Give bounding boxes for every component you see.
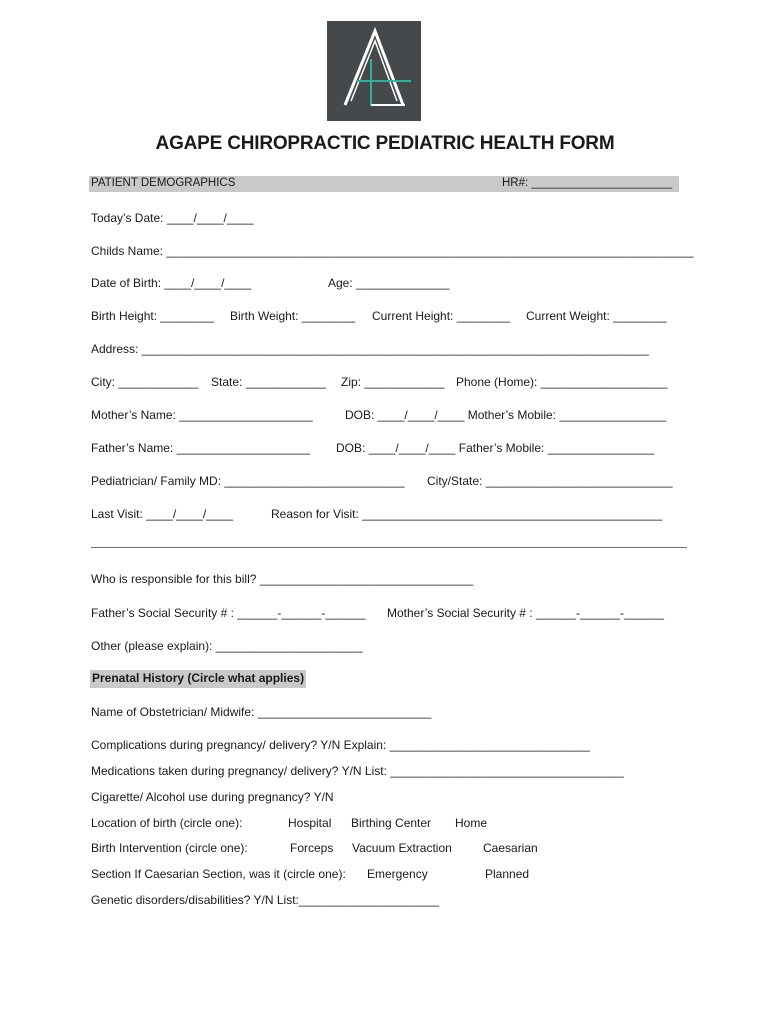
location-row [91,816,681,832]
medications-row [91,764,681,780]
birth-measurements-row [91,309,681,325]
birth-weight-field[interactable]: Birth Weight: ________ [230,309,356,323]
city-field[interactable]: City: ____________ [91,375,199,389]
mother-row [91,408,681,424]
responsible-party-field[interactable]: Who is responsible for this bill? ________________________________ [91,572,474,586]
father-dob-mobile-field[interactable]: DOB: ____/____/____ Father’s Mobile: ________________ [336,441,655,455]
hr-number-field[interactable]: HR#: ______________________ [502,177,673,189]
demographics-header-bar [89,176,679,192]
caesarian-option-emergency[interactable]: Emergency [367,867,428,881]
father-ssn-field[interactable]: Father’s Social Security # : ______-______-______ [91,606,366,620]
location-label: Location of birth (circle one): [91,816,243,830]
responsible-row [91,572,681,588]
prenatal-header: Prenatal History (Circle what applies) [90,670,306,688]
genetic-row [91,893,681,909]
complications-field[interactable]: Complications during pregnancy/ delivery? Y/N Explain: ______________________________ [91,738,590,752]
pediatrician-field[interactable]: Pediatrician/ Family MD: ___________________________ [91,474,405,488]
age-field[interactable]: Age: ______________ [328,276,450,290]
cigarette-alcohol-question[interactable]: Cigarette/ Alcohol use during pregnancy? Y/N [91,790,334,804]
intervention-row [91,841,681,857]
childs-name-row [91,244,694,260]
reason-for-visit-field[interactable]: Reason for Visit: _____________________________________________ [271,507,663,521]
caesarian-option-planned[interactable]: Planned [485,867,530,881]
father-row [91,441,681,457]
medications-field[interactable]: Medications taken during pregnancy/ delivery? Y/N List: ___________________________________ [91,764,624,778]
mothers-name-field[interactable]: Mother’s Name: ____________________ [91,408,313,422]
location-option-hospital[interactable]: Hospital [288,816,332,830]
demographics-header: PATIENT DEMOGRAPHICS [91,177,236,189]
phone-home-field[interactable]: Phone (Home): ___________________ [456,375,668,389]
obstetrician-field[interactable]: Name of Obstetrician/ Midwife: __________________________ [91,705,432,719]
intervention-option-caesarian[interactable]: Caesarian [483,841,538,855]
location-option-home[interactable]: Home [455,816,488,830]
last-visit-row [91,507,681,523]
mother-dob-mobile-field[interactable]: DOB: ____/____/____ Mother’s Mobile: ________________ [345,408,667,422]
section-divider [91,547,687,548]
date-of-birth-field[interactable]: Date of Birth: ____/____/____ [91,276,252,290]
intervention-option-forceps[interactable]: Forceps [290,841,334,855]
todays-date-field[interactable]: Today’s Date: ____/____/____ [91,211,254,225]
other-row [91,639,681,655]
state-field[interactable]: State: ____________ [211,375,326,389]
city-state-field[interactable]: City/State: ____________________________ [427,474,673,488]
pediatrician-row [91,474,681,490]
ssn-row [91,606,681,622]
intervention-label: Birth Intervention (circle one): [91,841,248,855]
current-height-field[interactable]: Current Height: ________ [372,309,511,323]
complications-row [91,738,681,754]
city-state-zip-row [91,375,681,391]
cigarette-row [91,790,681,806]
genetic-disorders-field[interactable]: Genetic disorders/disabilities? Y/N List:_____________________ [91,893,440,907]
last-visit-field[interactable]: Last Visit: ____/____/____ [91,507,233,521]
mother-ssn-field[interactable]: Mother’s Social Security # : ______-______-______ [387,606,665,620]
caesarian-row [91,867,681,883]
agape-a-logo-icon [327,21,421,121]
zip-field[interactable]: Zip: ____________ [341,375,445,389]
todays-date-row [91,211,681,227]
fathers-name-field[interactable]: Father’s Name: ____________________ [91,441,311,455]
location-option-birthing-center[interactable]: Birthing Center [351,816,432,830]
form-title: AGAPE CHIROPRACTIC PEDIATRIC HEALTH FORM [155,133,615,154]
dob-age-row [91,276,681,292]
caesarian-label: Section If Caesarian Section, was it (circle one): [91,867,346,881]
current-weight-field[interactable]: Current Weight: ________ [526,309,667,323]
childs-name-field[interactable]: Childs Name: _______________________________________________________________________________ [91,244,694,258]
other-explain-field[interactable]: Other (please explain): ______________________ [91,639,363,653]
birth-height-field[interactable]: Birth Height: ________ [91,309,214,323]
address-field[interactable]: Address: ____________________________________________________________________________ [91,342,649,356]
obstetrician-row [91,705,681,721]
address-row [91,342,681,358]
intervention-option-vacuum[interactable]: Vacuum Extraction [352,841,452,855]
